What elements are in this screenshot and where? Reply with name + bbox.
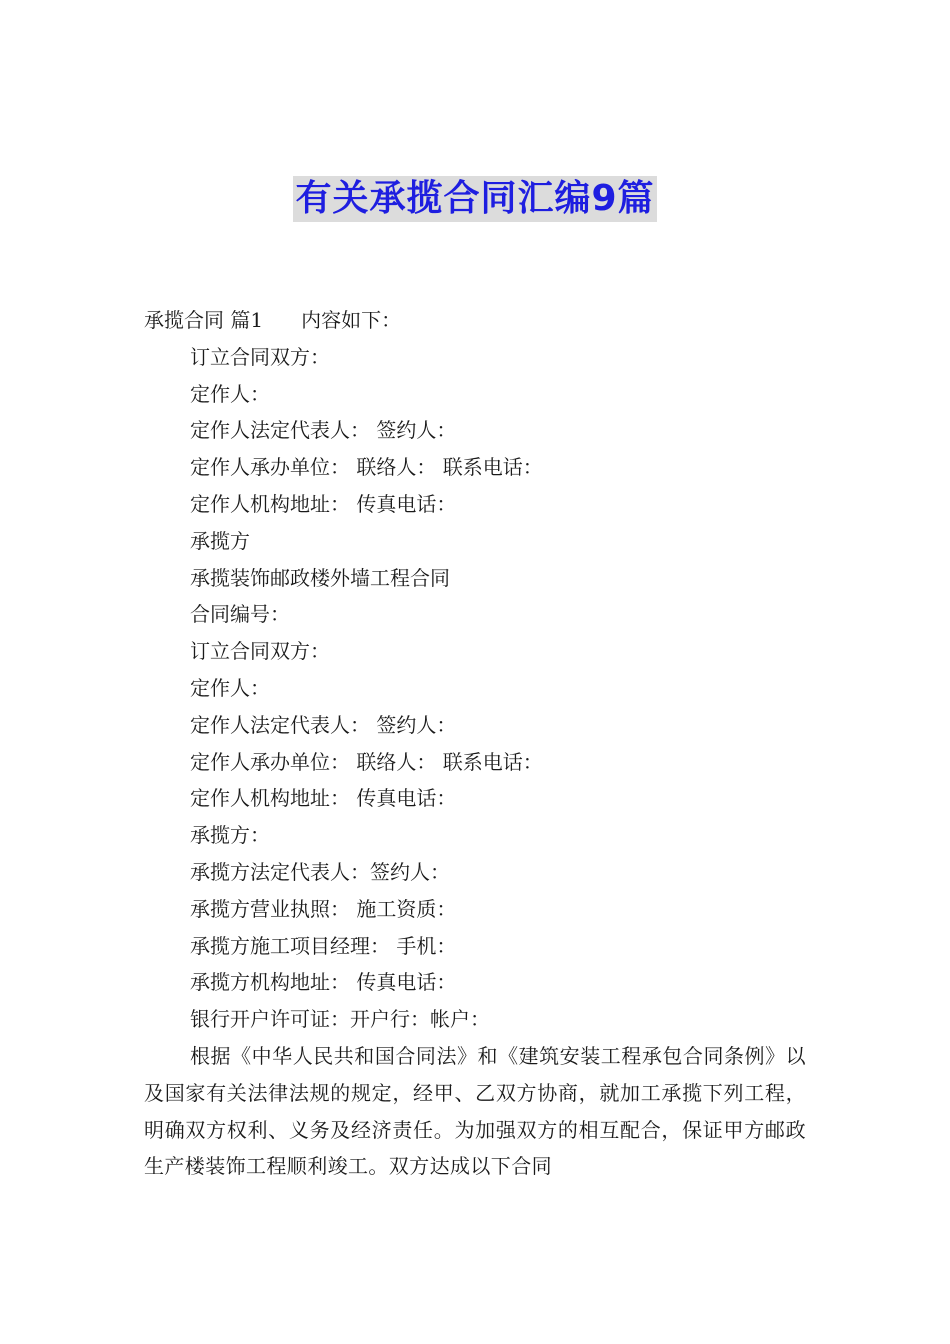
text-line: 订立合同双方： <box>190 639 330 664</box>
section-intro: 内容如下： <box>301 308 402 332</box>
text-line: 银行开户许可证：开户行：帐户： <box>190 1007 490 1032</box>
text-line: 定作人机构地址： 传真电话： <box>190 786 457 811</box>
text-line: 定作人法定代表人： 签约人： <box>190 712 457 737</box>
text-line: 订立合同双方： <box>190 344 330 369</box>
text-line: 承揽装饰邮政楼外墙工程合同 <box>190 565 450 590</box>
text-line: 合同编号： <box>190 602 290 627</box>
text-line: 定作人： <box>190 675 270 700</box>
document-title: 有关承揽合同汇编9篇 <box>293 176 656 222</box>
text-line: 定作人承办单位： 联络人： 联系电话： <box>190 455 543 480</box>
title-container <box>0 176 950 222</box>
body-paragraph: 根据《中华人民共和国合同法》和《建筑安装工程承包合同条例》以及国家有关法律法规的规定，经甲、乙双方协商，就加工承揽下列工程，明确双方权利、义务及经济责任。为加强双方的相互配合，保证甲方邮政生产楼装饰工程顺利竣工。双方达成以下合同 <box>144 1043 806 1179</box>
section-heading-line <box>144 302 806 339</box>
section-heading: 承揽合同 篇1 <box>144 308 264 332</box>
text-line: 承揽方营业执照： 施工资质： <box>190 896 457 921</box>
text-line: 承揽方施工项目经理： 手机： <box>190 933 457 958</box>
text-line: 定作人机构地址： 传真电话： <box>190 491 457 516</box>
text-line: 定作人法定代表人： 签约人： <box>190 418 457 443</box>
document-body <box>144 302 806 1185</box>
text-line: 定作人： <box>190 381 270 406</box>
text-line: 承揽方： <box>190 823 270 848</box>
text-line: 承揽方法定代表人：签约人： <box>190 859 450 884</box>
text-line: 定作人承办单位： 联络人： 联系电话： <box>190 749 543 774</box>
text-line: 承揽方 <box>190 528 250 553</box>
text-line: 承揽方机构地址： 传真电话： <box>190 970 457 995</box>
